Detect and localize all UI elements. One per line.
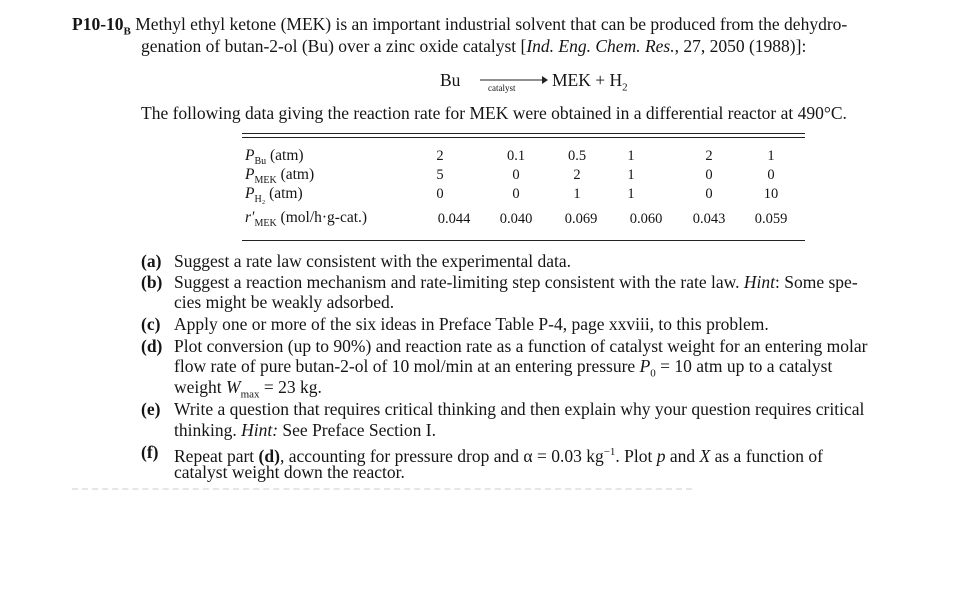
- table-cell: 0.060: [629, 211, 663, 227]
- table-cell: 0: [512, 186, 520, 202]
- table-cell: 1: [573, 186, 581, 202]
- part-e-line-1: Write a question that requires critical thinking and then explain why your question requires critical: [174, 399, 865, 419]
- products: MEK + $H_2$: [552, 70, 628, 94]
- table-cell: 0: [767, 167, 775, 183]
- faded-next-line: [72, 488, 692, 494]
- part-e-label: (e): [141, 399, 161, 419]
- reactant: Bu: [440, 70, 461, 90]
- part-f-line-1: Repeat part (d), accounting for pressure drop and α = 0.03 $kg^{-1}$. Plot p and X as a function of: [174, 445, 823, 466]
- part-c-text: Apply one or more of the six ideas in Preface Table P-4, page xxviii, to this problem.: [174, 314, 769, 334]
- table-rule-top: [242, 133, 805, 134]
- table-cell: 0.069: [564, 211, 598, 227]
- part-e-line-2: thinking. Hint: See Preface Section I.: [174, 420, 436, 440]
- row-label-p-bu: $P_{Bu}$ (atm): [245, 147, 304, 168]
- table-cell: 0.044: [437, 211, 471, 227]
- table-cell: 2: [573, 167, 581, 183]
- part-b-line-2: cies might be weakly adsorbed.: [174, 292, 395, 312]
- table-cell: 0: [436, 186, 444, 202]
- reaction-equation: [440, 64, 700, 100]
- row-label-p-h2: $P_{H_2}$ (atm): [245, 185, 303, 206]
- problem-intro-line-2: genation of butan-2-ol (Bu) over a zinc oxide catalyst [Ind. Eng. Chem. Res., 27, 2050 (1988)]:: [141, 36, 807, 56]
- data-intro: The following data giving the reaction rate for MEK were obtained in a differential reactor at 490°C.: [141, 103, 847, 123]
- part-d-label: (d): [141, 336, 163, 356]
- table-cell: 2: [705, 148, 713, 164]
- table-cell: 0.1: [506, 148, 526, 164]
- part-c-label: (c): [141, 314, 161, 334]
- row-label-rate-mek: $r'_{MEK}$ (mol/h·g-cat.): [245, 209, 368, 230]
- table-cell: 1: [627, 186, 635, 202]
- table-cell: 0: [512, 167, 520, 183]
- table-cell: 1: [767, 148, 775, 164]
- part-a-label: (a): [141, 251, 162, 271]
- table-cell: 5: [436, 167, 444, 183]
- table-cell: 0.043: [692, 211, 726, 227]
- table-cell: 0.059: [754, 211, 788, 227]
- table-cell: 1: [627, 167, 635, 183]
- journal-reference: Ind. Eng. Chem. Res.: [526, 36, 675, 56]
- row-label-p-mek: $P_{MEK}$ (atm): [245, 166, 315, 187]
- part-d-line-3: weight $W_{max} = 23$ kg.: [174, 377, 322, 401]
- table-rule-top-inner: [242, 137, 805, 138]
- table-cell: 2: [436, 148, 444, 164]
- table-cell: 10: [763, 186, 779, 202]
- part-a-text: Suggest a rate law consistent with the experimental data.: [174, 251, 572, 271]
- part-d-line-2: flow rate of pure butan-2-ol of 10 mol/min at an entering pressure $P_0 = 10$ atm up to a catalyst: [174, 356, 833, 380]
- table-cell: 0.5: [567, 148, 587, 164]
- part-f-label: (f): [141, 442, 159, 462]
- table-cell: 0.040: [499, 211, 533, 227]
- part-b-line-1: Suggest a reaction mechanism and rate-limiting step consistent with the rate law. Hint: Some spe-: [174, 272, 858, 292]
- table-cell: 0: [705, 186, 713, 202]
- problem-id: $P10-10_B$: [72, 14, 131, 38]
- part-d-line-1: Plot conversion (up to 90%) and reaction rate as a function of catalyst weight for an entering molar: [174, 336, 868, 356]
- part-b-label: (b): [141, 272, 163, 292]
- catalyst-label: catalyst: [488, 83, 516, 93]
- problem-intro-line-1: $P10-10_B$ Methyl ethyl ketone (MEK) is an important industrial solvent that can be produced from the dehydro-: [72, 14, 848, 38]
- table-cell: 0: [705, 167, 713, 183]
- table-rule-bottom: [242, 240, 805, 241]
- part-f-line-2: catalyst weight down the reactor.: [174, 462, 405, 482]
- table-cell: 1: [627, 148, 635, 164]
